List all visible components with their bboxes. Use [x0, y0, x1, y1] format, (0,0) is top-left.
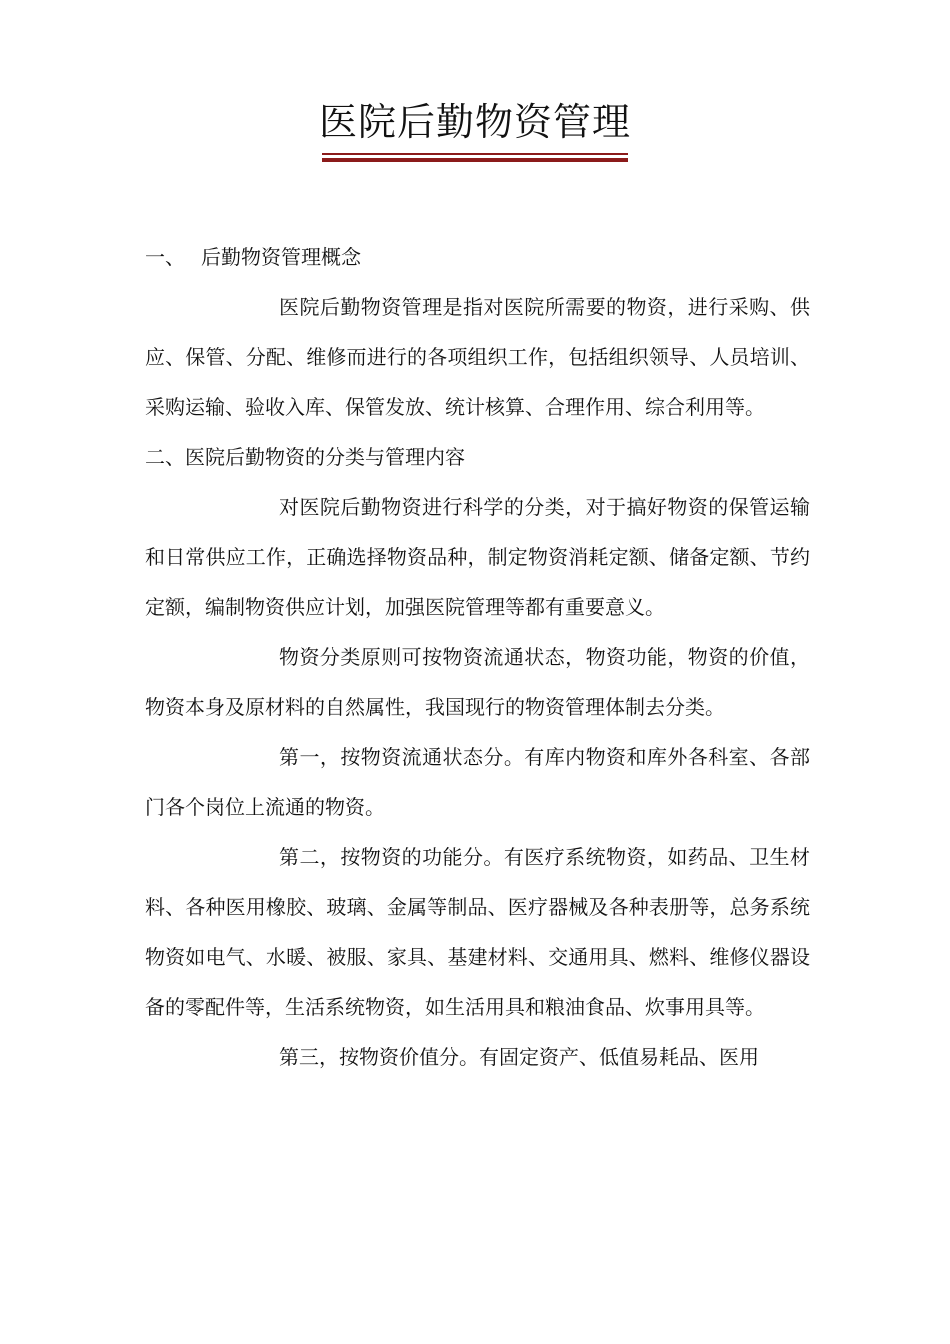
document-title: 医院后勤物资管理: [318, 100, 631, 144]
paragraph: 第二，按物资的功能分。有医疗系统物资，如药品、卫生材料、各种医用橡胶、玻璃、金属等制品、医疗器械及各种表册等，总务系统物资如电气、水暖、被服、家具、基建材料、交通用具、燃料、维修仪器设备的零配件等，生活系统物资，如生活用具和粮油食品、炊事用具等。: [145, 845, 810, 1019]
paragraph: 第三，按物资价值分。有固定资产、低值易耗品、医用: [279, 1045, 759, 1069]
section-title-2: 医院后勤物资的分类与管理内容: [185, 445, 465, 469]
title-underline: [322, 153, 628, 162]
section-title-1: 后勤物资管理概念: [201, 245, 361, 269]
paragraph: 对医院后勤物资进行科学的分类，对于搞好物资的保管运输和日常供应工作，正确选择物资品种，制定物资消耗定额、储备定额、节约定额，编制物资供应计划，加强医院管理等都有重要意义。: [145, 495, 810, 619]
paragraph: 第一，按物资流通状态分。有库内物资和库外各科室、各部门各个岗位上流通的物资。: [145, 745, 810, 819]
section-heading-2: [145, 432, 810, 482]
section-heading-1: [145, 232, 810, 282]
section-number-2: 二、: [145, 445, 185, 469]
paragraph: 医院后勤物资管理是指对医院所需要的物资，进行采购、供应、保管、分配、维修而进行的各项组织工作，包括组织领导、人员培训、采购运输、验收入库、保管发放、统计核算、合理作用、综合利用等。: [145, 295, 810, 419]
paragraph: 物资分类原则可按物资流通状态，物资功能，物资的价值，物资本身及原材料的自然属性，我国现行的物资管理体制去分类。: [145, 645, 810, 719]
document-body: [145, 232, 810, 1082]
section-number-1: 一、: [145, 245, 185, 269]
